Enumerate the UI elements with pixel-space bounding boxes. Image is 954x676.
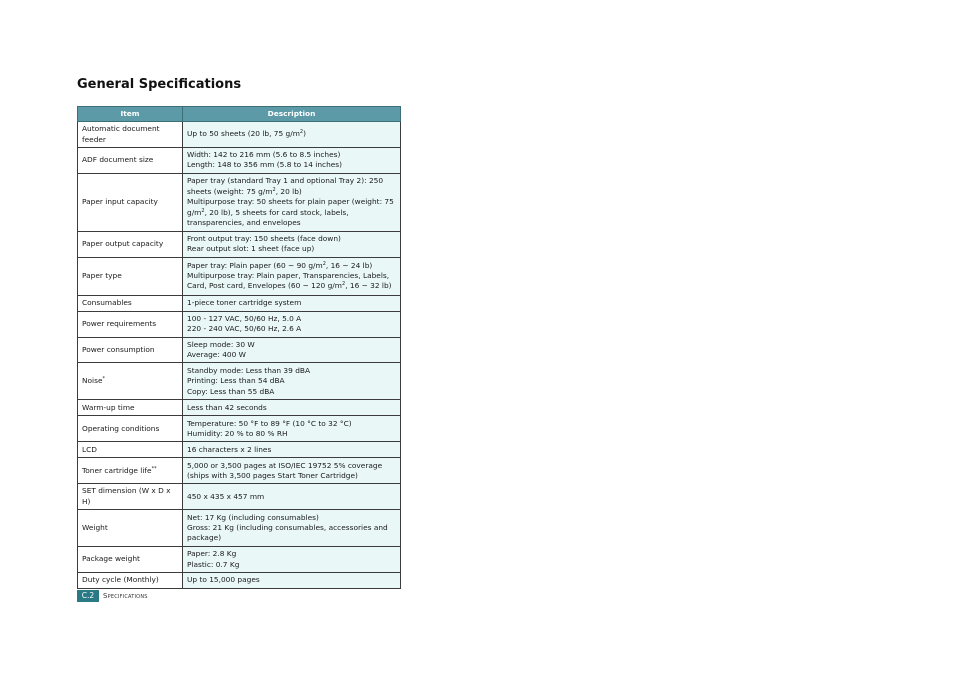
- description-text: Length: 148 to 356 mm (5.8 to 14 inches): [187, 160, 343, 170]
- spec-description-cell: [183, 231, 401, 257]
- table-row: [78, 573, 401, 589]
- superscript: 2: [299, 129, 304, 136]
- description-text: , 16 ~ 32 lb): [345, 281, 392, 291]
- spec-description-line: [187, 261, 396, 271]
- description-text: Up to 50 sheets (20 lb, 75 g/m: [187, 129, 300, 139]
- spec-item-cell: [78, 442, 183, 458]
- page-footer: [77, 590, 148, 602]
- spec-description-line: [187, 176, 396, 197]
- spec-item-cell: [78, 173, 183, 231]
- superscript: 2: [201, 207, 205, 214]
- spec-description-line: [187, 492, 396, 502]
- superscript: 2: [272, 186, 276, 193]
- description-text: Gross: 21 Kg (including consumables, accessories and package): [187, 523, 388, 543]
- specifications-table: [77, 106, 401, 589]
- spec-item-cell: [78, 458, 183, 484]
- description-text: Average: 400 W: [187, 350, 246, 360]
- table-body: [78, 122, 401, 589]
- description-text: , 20 lb), 5 sheets for card stock, labels, transparencies, and envelopes: [187, 207, 349, 227]
- table-row: [78, 458, 401, 484]
- description-text: Rear output slot: 1 sheet (face up): [187, 244, 315, 254]
- description-text: Paper: 2.8 Kg: [187, 549, 237, 559]
- spec-item-label: Noise: [82, 376, 103, 386]
- description-text: 1-piece toner cartridge system: [187, 297, 302, 307]
- description-text: Multipurpose tray: 50 sheets for plain paper (weight: 75 g/m: [187, 197, 394, 217]
- spec-item-cell: [78, 510, 183, 547]
- spec-item-cell: [78, 311, 183, 337]
- table-row: [78, 148, 401, 174]
- spec-item-cell: [78, 416, 183, 442]
- description-text: Front output tray: 150 sheets (face down): [187, 233, 341, 243]
- spec-description-line: [187, 461, 396, 482]
- spec-description-cell: [183, 148, 401, 174]
- spec-description-cell: [183, 363, 401, 400]
- spec-description-line: [187, 523, 396, 544]
- table-row: [78, 484, 401, 510]
- spec-description-line: [187, 549, 396, 559]
- superscript: 2: [342, 281, 346, 288]
- spec-description-cell: [183, 416, 401, 442]
- spec-description-cell: [183, 573, 401, 589]
- table-row: [78, 400, 401, 416]
- description-text: 220 - 240 VAC, 50/60 Hz, 2.6 A: [187, 324, 302, 334]
- spec-item-label: Power requirements: [82, 318, 157, 328]
- description-text: 100 - 127 VAC, 50/60 Hz, 5.0 A: [187, 313, 302, 323]
- spec-description-line: [187, 350, 396, 360]
- spec-description-line: [187, 314, 396, 324]
- spec-description-line: [187, 366, 396, 376]
- spec-description-cell: [183, 257, 401, 295]
- description-text: Printing: Less than 54 dBA: [187, 376, 285, 386]
- description-text: Less than 42 seconds: [187, 402, 267, 412]
- description-text: , 20 lb): [275, 186, 302, 196]
- table-row: [78, 442, 401, 458]
- spec-item-cell: [78, 400, 183, 416]
- page-number: C.2: [77, 590, 99, 602]
- spec-description-cell: [183, 547, 401, 573]
- spec-description-line: [187, 429, 396, 439]
- spec-description-cell: [183, 311, 401, 337]
- description-text: 16 characters x 2 lines: [187, 444, 272, 454]
- page-title: General Specifications: [77, 77, 242, 92]
- description-text: Standby mode: Less than 39 dBA: [187, 365, 311, 375]
- spec-description-line: [187, 513, 396, 523]
- description-text: ): [303, 129, 306, 139]
- spec-description-line: [187, 445, 396, 455]
- section-name: Specifications: [103, 592, 148, 600]
- spec-item-label: SET dimension (W x D x H): [82, 486, 171, 506]
- description-text: 5,000 or 3,500 pages at ISO/IEC 19752 5% coverage (ships with 3,500 pages Start Toner Cartridge): [187, 460, 383, 480]
- spec-description-line: [187, 376, 396, 386]
- table-row: [78, 122, 401, 148]
- spec-item-label: Paper type: [82, 270, 122, 280]
- table-row: [78, 257, 401, 295]
- spec-description-cell: [183, 122, 401, 148]
- spec-item-label: Warm-up time: [82, 402, 135, 412]
- description-text: Sleep mode: 30 W: [187, 339, 255, 349]
- spec-description-line: [187, 560, 396, 570]
- table-row: [78, 311, 401, 337]
- spec-description-line: [187, 160, 396, 170]
- spec-description-cell: [183, 510, 401, 547]
- description-text: Plastic: 0.7 Kg: [187, 559, 240, 569]
- spec-item-cell: [78, 231, 183, 257]
- spec-description-line: [187, 197, 396, 228]
- spec-item-label: Package weight: [82, 554, 140, 564]
- spec-description-line: [187, 244, 396, 254]
- table-row: [78, 547, 401, 573]
- column-header-description: Description: [183, 107, 401, 122]
- spec-description-line: [187, 387, 396, 397]
- spec-item-label: Power consumption: [82, 344, 155, 354]
- spec-description-line: [187, 129, 396, 139]
- spec-description-cell: [183, 458, 401, 484]
- table-row: [78, 363, 401, 400]
- spec-description-cell: [183, 442, 401, 458]
- column-header-item: Item: [78, 107, 183, 122]
- spec-item-cell: [78, 573, 183, 589]
- spec-description-line: [187, 324, 396, 334]
- spec-item-label: Toner cartridge life: [82, 465, 152, 475]
- spec-item-label: Duty cycle (Monthly): [82, 575, 159, 585]
- spec-description-cell: [183, 295, 401, 311]
- spec-description-line: [187, 419, 396, 429]
- description-text: Temperature: 50 °F to 89 °F (10 °C to 32 °C): [187, 418, 352, 428]
- table-row: [78, 295, 401, 311]
- spec-item-label: Paper output capacity: [82, 239, 164, 249]
- spec-description-line: [187, 575, 396, 585]
- table-header-row: [78, 107, 401, 122]
- spec-item-cell: [78, 337, 183, 363]
- table-row: [78, 231, 401, 257]
- spec-description-line: [187, 403, 396, 413]
- superscript: 2: [322, 260, 326, 267]
- spec-item-cell: [78, 547, 183, 573]
- spec-item-label: LCD: [82, 444, 97, 454]
- spec-item-label: ADF document size: [82, 155, 154, 165]
- description-text: Width: 142 to 216 mm (5.6 to 8.5 inches): [187, 150, 341, 159]
- description-text: Copy: Less than 55 dBA: [187, 386, 275, 396]
- spec-item-label: Consumables: [82, 297, 132, 307]
- spec-item-label: Operating conditions: [82, 423, 160, 433]
- spec-item-label: Weight: [82, 523, 108, 533]
- table-row: [78, 337, 401, 363]
- description-text: 450 x 435 x 457 mm: [187, 491, 265, 501]
- table-row: [78, 416, 401, 442]
- spec-item-label: Automatic document feeder: [82, 124, 160, 144]
- table-row: [78, 510, 401, 547]
- description-text: Multipurpose tray: Plain paper, Transparencies, Labels, Card, Post card, Envelopes (60 ~ 120 g/m: [187, 270, 390, 291]
- spec-description-cell: [183, 337, 401, 363]
- description-text: , 16 ~ 24 lb): [325, 260, 373, 270]
- spec-item-label: Paper input capacity: [82, 197, 158, 207]
- spec-description-line: [187, 234, 396, 244]
- spec-description-line: [187, 298, 396, 308]
- spec-item-cell: [78, 295, 183, 311]
- description-text: Humidity: 20 % to 80 % RH: [187, 428, 288, 438]
- spec-item-cell: [78, 148, 183, 174]
- spec-description-line: [187, 340, 396, 350]
- spec-description-line: [187, 271, 396, 292]
- spec-description-cell: [183, 400, 401, 416]
- spec-description-cell: [183, 173, 401, 231]
- description-text: Up to 15,000 pages: [187, 575, 260, 585]
- description-text: Paper tray: Plain paper (60 ~ 90 g/m: [187, 260, 323, 270]
- footnote-marker: *: [102, 376, 106, 383]
- spec-description-cell: [183, 484, 401, 510]
- spec-item-cell: [78, 484, 183, 510]
- description-text: Net: 17 Kg (including consumables): [187, 512, 319, 522]
- spec-description-line: [187, 150, 396, 160]
- description-text: Paper tray (standard Tray 1 and optional Tray 2): 250 sheets (weight: 75 g/m: [187, 176, 384, 196]
- spec-item-cell: [78, 257, 183, 295]
- spec-item-cell: [78, 363, 183, 400]
- spec-item-cell: [78, 122, 183, 148]
- table-row: [78, 173, 401, 231]
- footnote-marker: **: [151, 465, 157, 472]
